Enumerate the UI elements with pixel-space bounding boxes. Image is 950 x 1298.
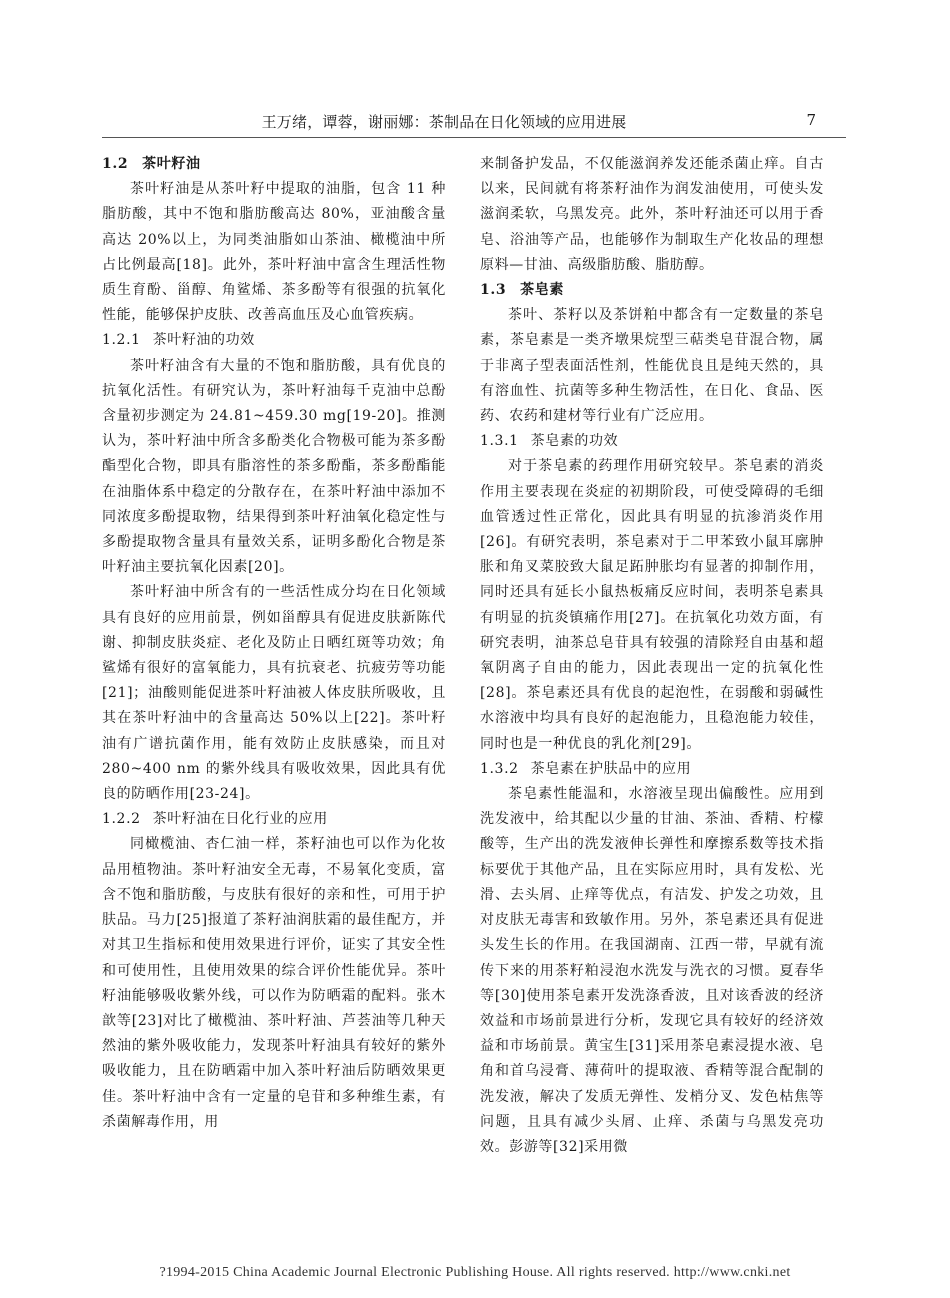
section-title: 茶叶籽油的功效: [152, 332, 255, 349]
section-number: 1.2.2: [102, 811, 141, 828]
copyright-footer: ?1994-2015 China Academic Journal Electronic Publishing House. All rights reserved. http://www.cnki.net: [159, 1265, 791, 1280]
left-column: [102, 152, 446, 1135]
right-column: [480, 152, 824, 1160]
section-title: 茶皂素的功效: [530, 433, 619, 450]
section-heading-1-3-1: [480, 429, 824, 454]
section-number: 1.3.2: [480, 760, 519, 777]
section-heading-1-2-1: [102, 328, 446, 353]
section-title: 茶叶籽油: [142, 156, 201, 172]
section-title: 茶叶籽油在日化行业的应用: [152, 811, 328, 828]
paragraph-hair-care-continued: 来制备护发品，不仅能滋润养发还能杀菌止痒。自古以来，民间就有将茶籽油作为润发油使用，可使头发滋润柔软，乌黑发亮。此外，茶叶籽油还可以用于香皂、浴油等产品，也能够作为制取生产化妆品的理想原料—甘油、高级脂肪酸、脂肪醇。: [480, 156, 824, 273]
paragraph-skin-care-applications: 茶皂素性能温和，水溶液呈现出偏酸性。应用到洗发液中，给其配以少量的甘油、茶油、香精、柠檬酸等，生产出的洗发液伸长弹性和摩擦系数等技术指标要优于其他产品，且在实际应用时，具有发松、光滑、去头屑、止痒等优点，有洁发、护发之功效，且对皮肤无毒害和致敏作用。另外，茶皂素还具有促进头发生长的作用。在我国湖南、江西一带，早就有流传下来的用茶籽粕浸泡水洗发与洗衣的习惯。夏春华等[30]使用茶皂素开发洗涤香波，且对该香波的经济效益和市场前景进行分析，发现它具有较好的经济效益和市场前景。黄宝生[31]采用茶皂素浸提水液、皂角和首乌浸膏、薄荷叶的提取液、香精等混合配制的洗发液，解决了发质无弹性、发梢分叉、发色枯焦等问题，且具有减少头屑、止痒、杀菌与乌黑发亮功效。彭游等[32]采用微: [480, 786, 824, 1155]
running-head-title: 王万绪，谭蓉，谢丽娜：茶制品在日化领域的应用进展: [261, 113, 627, 131]
paragraph-saponin-efficacy: 对于茶皂素的药理作用研究较早。茶皂素的消炎作用主要表现在炎症的初期阶段，可使受障碍的毛细血管透过性正常化，因此具有明显的抗渗消炎作用[26]。有研究表明，茶皂素对于二甲苯致小鼠耳廓肿胀和角叉菜胶致大鼠足跖肿胀均有显著的抑制作用，同时还具有延长小鼠热板痛反应时间，表明茶皂素具有明显的抗炎镇痛作用[27]。在抗氧化功效方面，有研究表明，油茶总皂苷具有较强的清除羟自由基和超氧阴离子自由的能力，因此表现出一定的抗氧化性[28]。茶皂素还具有优良的起泡性，在弱酸和弱碱性水溶液中均具有良好的起泡能力，且稳泡能力较佳，同时也是一种优良的乳化剂[29]。: [480, 458, 824, 752]
section-title: 茶皂素在护肤品中的应用: [530, 760, 692, 777]
section-number: 1.3.1: [480, 433, 519, 450]
section-number: 1.2: [102, 156, 129, 172]
section-number: 1.2.1: [102, 332, 141, 349]
section-heading-1-3: [480, 278, 824, 303]
page-number: 7: [806, 111, 816, 129]
section-number: 1.3: [480, 282, 507, 299]
paragraph-active-ingredients: 茶叶籽油中所含有的一些活性成分均在日化领域具有良好的应用前景，例如甾醇具有促进皮肤新陈代谢、抑制皮肤炎症、老化及防止日晒红斑等功效；角鲨烯有很好的富氧能力，具有抗衰老、抗疲劳等功能[21]；油酸则能促进茶叶籽油被人体皮肤所吸收，且其在茶叶籽油中的含量高达 50%以上[22]。茶叶籽油有广谱抗菌作用，能有效防止皮肤感染，而且对 280~400 nm 的紫外线具有吸收效果，因此具有优良的防晒作用[23-24]。: [102, 584, 446, 803]
section-title: 茶皂素: [520, 282, 564, 299]
section-heading-1-2: [102, 152, 446, 177]
paragraph-cosmetic-applications: 同橄榄油、杏仁油一样，茶籽油也可以作为化妆品用植物油。茶叶籽油安全无毒，不易氧化变质，富含不饱和脂肪酸，与皮肤有很好的亲和性，可用于护肤品。马力[25]报道了茶籽油润肤霜的最佳配方，并对其卫生指标和使用效果进行评价，证实了其安全性和可使用性，且使用效果的综合评价性能优异。茶叶籽油能够吸收紫外线，可以作为防晒霜的配料。张木歆等[23]对比了橄榄油、茶叶籽油、芦荟油等几种天然油的紫外吸收能力，发现茶叶籽油具有较好的紫外吸收能力，且在防晒霜中加入茶叶籽油后防晒效果更佳。茶叶籽油中含有一定量的皂苷和多种维生素，有杀菌解毒作用，用: [102, 836, 446, 1130]
paragraph-tea-seed-oil-efficacy: 茶叶籽油含有大量的不饱和脂肪酸，具有优良的抗氧化活性。有研究认为，茶叶籽油每千克油中总酚含量初步测定为 24.81~459.30 mg[19-20]。推测认为，茶叶籽油中所含多酚类化合物极可能为茶多酚酯型化合物，即具有脂溶性的茶多酚酯，茶多酚酯能在油脂体系中稳定的分散存在，在茶叶籽油中添加不同浓度多酚提取物，结果得到茶叶籽油氧化稳定性与多酚提取物含量具有量效关系，证明多酚化合物是茶叶籽油主要抗氧化因素[20]。: [102, 357, 446, 576]
running-head: [102, 107, 846, 138]
paragraph-tea-seed-oil-intro: 茶叶籽油是从茶叶籽中提取的油脂，包含 11 种脂肪酸，其中不饱和脂肪酸高达 80%，亚油酸含量高达 20%以上，为同类油脂如山茶油、橄榄油中所占比例最高[18]。此外，茶叶籽油中富含生理活性物质生育酚、甾醇、角鲨烯、茶多酚等有很强的抗氧化性能，能够保护皮肤、改善高血压及心血管疾病。: [102, 181, 446, 324]
section-heading-1-3-2: [480, 757, 824, 782]
section-heading-1-2-2: [102, 807, 446, 832]
paragraph-tea-saponin-intro: 茶叶、茶籽以及茶饼粕中都含有一定数量的茶皂素，茶皂素是一类齐墩果烷型三萜类皂苷混合物，属于非离子型表面活性剂，性能优良且是纯天然的，具有溶血性、抗菌等多种生物活性，在日化、食品、医药、农药和建材等行业有广泛应用。: [480, 307, 824, 425]
